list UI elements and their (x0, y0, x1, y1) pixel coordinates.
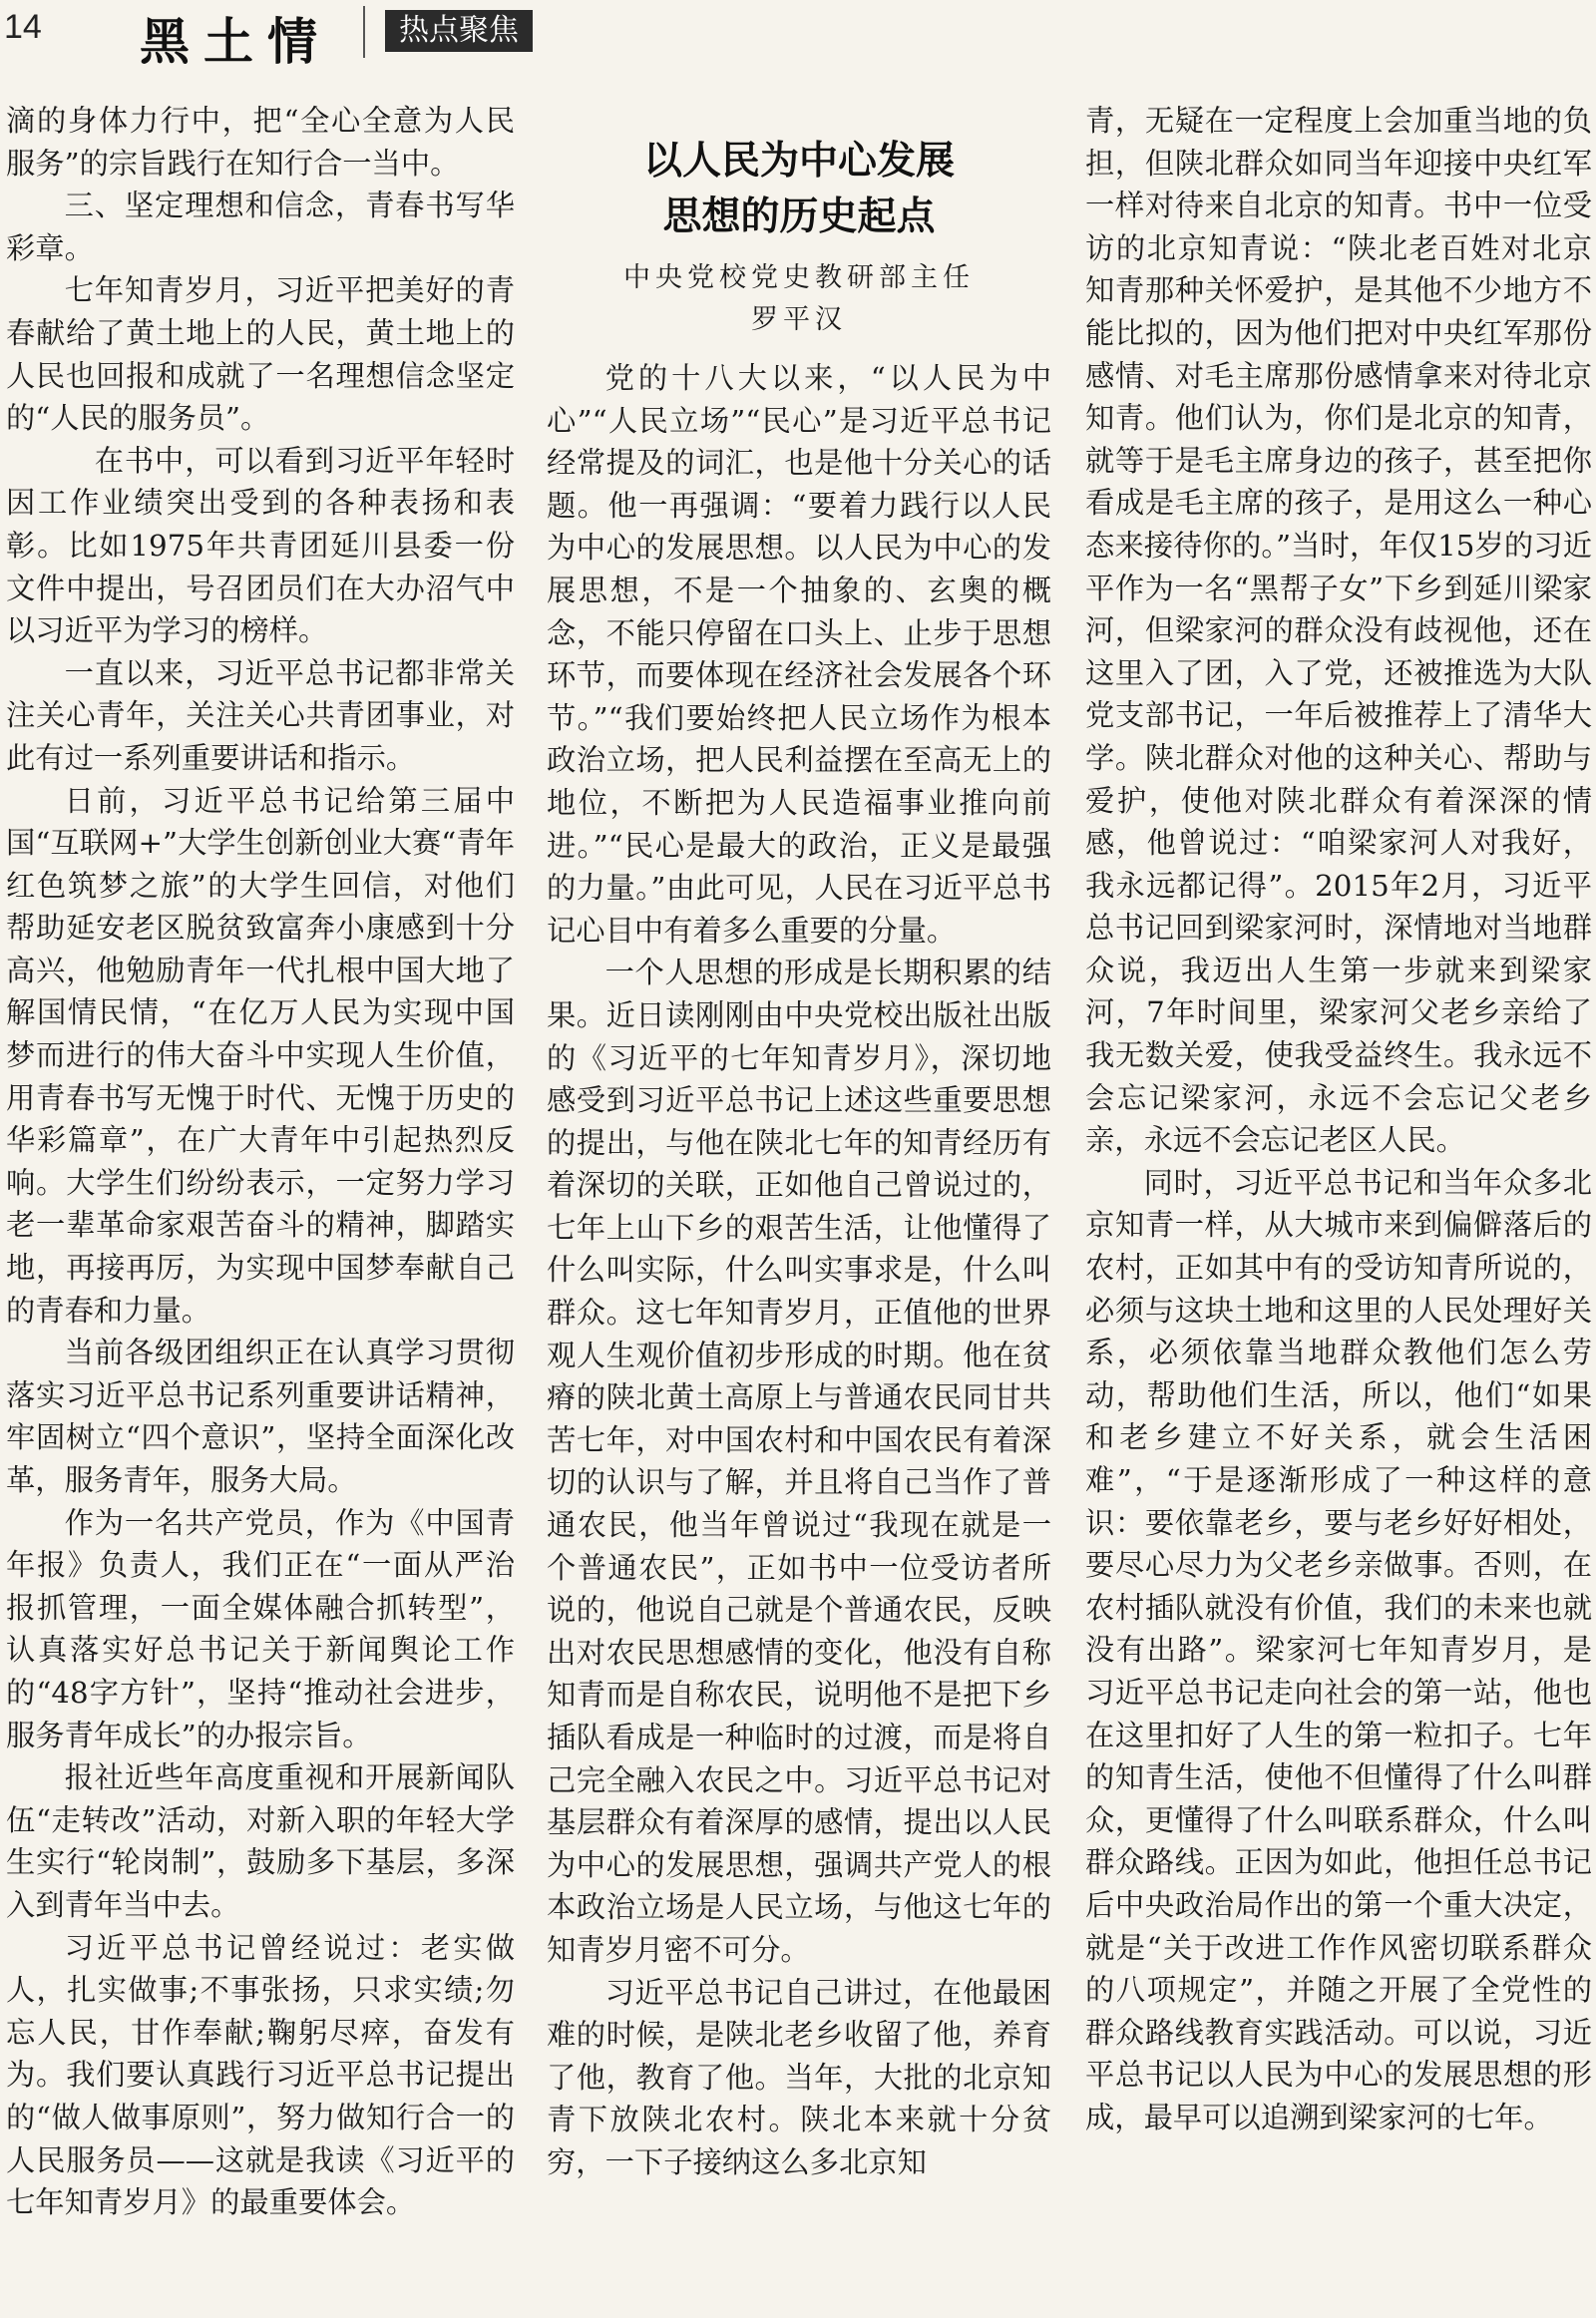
paragraph: 习近平总书记自己讲过，在他最困难的时候，是陕北老乡收留了他，养育了他，教育了他。当年，大批的北京知青下放陕北农村。陕北本来就十分贫穷，一下子接纳这么多北京知 (547, 1975, 1051, 2179)
article-column-left (6, 100, 515, 2294)
paragraph: 滴的身体力行中，把“全心全意为人民服务”的宗旨践行在知行合一当中。 (6, 104, 515, 181)
paragraph: 党的十八大以来，“以人民为中心”“人民立场”“民心”是习近平总书记经常提及的词汇，也是他十分关心的话题。他一再强调：“要着力践行以人民为中心的发展思想。以人民为中心的发展思想，不是一个抽象的、玄奥的概念，不能只停留在口头上、止步于思想环节，而要体现在经济社会发展各个环节。”“我们要始终把人民立场作为根本政治立场，把人民利益摆在至高无上的地位，不断把为人民造福事业推向前进。”“民心是最大的政治，正义是最强的力量。”由此可见，人民在习近平总书记心目中有着多么重要的分量。 (547, 361, 1051, 948)
paragraph: 青，无疑在一定程度上会加重当地的负担，但陕北群众如同当年迎接中央红军一样对待来自北京的知青。书中一位受访的北京知青说：“陕北老百姓对北京知青那种关怀爱护，是其他不少地方不能比拟的，因为他们把对中央红军那份感情、对毛主席那份感情拿来对待北京知青。他们认为，你们是北京的知青，就等于是毛主席身边的孩子，甚至把你看成是毛主席的孩子，是用这么一种心态来接待你的。”当时，年仅15岁的习近平作为一名“黑帮子女”下乡到延川梁家河，但梁家河的群众没有歧视他，还在这里入了团，入了党，还被推选为大队党支部书记，一年后被推荐上了清华大学。陕北群众对他的这种关心、帮助与爱护，使他对陕北群众有着深深的情感，他曾说过：“咱梁家河人对我好，我永远都记得”。2015年2月，习近平总书记回到梁家河时，深情地对当地群众说，我迈出人生第一步就来到梁家河，7年时间里，梁家河父老乡亲给了我无数关爱，使我受益终生。我永远不会忘记梁家河，永远不会忘记父老乡亲，永远不会忘记老区人民。 (1085, 104, 1592, 1158)
paragraph: 在书中，可以看到习近平年轻时因工作业绩突出受到的各种表扬和表彰。比如1975年共青团延川县委一份文件中提出，号召团员们在大办沼气中以习近平为学习的榜样。 (6, 443, 515, 648)
author-title: 中央党校党史教研部主任 (623, 262, 975, 293)
paragraph: 当前各级团组织正在认真学习贯彻落实习近平总书记系列重要讲话精神，牢固树立“四个意识”，坚持全面深化改革，服务青年，服务大局。 (6, 1336, 515, 1497)
paragraph: 日前，习近平总书记给第三届中国“互联网+”大学生创新创业大赛“青年红色筑梦之旅”的大学生回信，对他们帮助延安老区脱贫致富奔小康感到十分高兴，他勉励青年一代扎根中国大地了解国情民情，“在亿万人民为实现中国梦而进行的伟大奋斗中实现人生价值，用青春书写无愧于时代、无愧于历史的华彩篇章”，在广大青年中引起热烈反响。大学生们纷纷表示，一定努力学习老一辈革命家艰苦奋斗的精神，脚踏实地，再接再厉，为实现中国梦奉献自己的青春和力量。 (6, 783, 515, 1328)
article-column-middle (547, 124, 1051, 2318)
article-title-line: 以人民为中心发展 (642, 139, 955, 184)
paragraph: 同时，习近平总书记和当年众多北京知青一样，从大城市来到偏僻落后的农村，正如其中有的受访知青所说的，必须与这块土地和这里的人民处理好关系，必须依靠当地群众教他们怎么劳动，帮助他们生活，所以，他们“如果和老乡建立不好关系，就会生活困难”，“于是逐渐形成了一种这样的意识：要依靠老乡，要与老乡好好相处，要尽心尽力为父老乡亲做事。否则，在农村插队就没有价值，我们的未来也就没有出路”。梁家河七年知青岁月，是习近平总书记走向社会的第一站，他也在这里扣好了人生的第一粒扣子。七年的知青生活，使他不但懂得了什么叫群众，更懂得了什么叫联系群众，什么叫群众路线。正因为如此，他担任总书记后中央政治局作出的第一个重大决定，就是“关于改进工作作风密切联系群众的八项规定”，并随之开展了全党性的群众路线教育实践活动。可以说，习近平总书记以人民为中心的发展思想的形成，最早可以追溯到梁家河的七年。 (1085, 1165, 1592, 2134)
paragraph: 七年知青岁月，习近平把美好的青春献给了黄土地上的人民，黄土地上的人民也回报和成就了一名理想信念坚定的“人民的服务员”。 (6, 273, 515, 436)
header-divider (363, 6, 365, 58)
article-title (547, 134, 1051, 245)
article-title-line: 思想的历史起点 (662, 194, 936, 239)
author-name: 罗平汉 (751, 304, 847, 335)
article-column-right (1085, 100, 1592, 2294)
page-header (0, 0, 1596, 71)
section-heading: 三、坚定理想和信念，青春书写华彩章。 (6, 189, 515, 265)
section-badge: 热点聚焦 (385, 10, 533, 52)
page-number: 14 (4, 8, 42, 46)
paragraph: 报社近些年高度重视和开展新闻队伍“走转改”活动，对新入职的年轻大学生实行“轮岗制”，鼓励多下基层，多深入到青年当中去。 (6, 1760, 515, 1922)
paragraph: 作为一名共产党员，作为《中国青年报》负责人，我们正在“一面从严治报抓管理，一面全媒体融合抓转型”，认真落实好总书记关于新闻舆论工作的“48字方针”，坚持“推动社会进步，服务青年成长”的办报宗旨。 (6, 1505, 515, 1752)
paragraph: 习近平总书记曾经说过：老实做人，扎实做事;不事张扬，只求实绩;勿忘人民，甘作奉献;鞠躬尽瘁，奋发有为。我们要认真践行习近平总书记提出的“做人做事原则”，努力做知行合一的人民服务员——这就是我读《习近平的七年知青岁月》的最重要体会。 (6, 1930, 515, 2220)
masthead-title: 黑土情 (140, 12, 331, 71)
paragraph: 一直以来，习近平总书记都非常关注关心青年，关注关心共青团事业，对此有过一系列重要讲话和指示。 (6, 655, 515, 775)
paragraph: 一个人思想的形成是长期积累的结果。近日读刚刚由中央党校出版社出版的《习近平的七年知青岁月》，深切地感受到习近平总书记上述这些重要思想的提出，与他在陕北七年的知青经历有着深切的关联，正如他自己曾说过的，七年上山下乡的艰苦生活，让他懂得了什么叫实际，什么叫实事求是，什么叫群众。这七年知青岁月，正值他的世界观人生观价值初步形成的时期。他在贫瘠的陕北黄土高原上与普通农民同甘共苦七年，对中国农村和中国农民有着深切的认识与了解，并且将自己当作了普通农民，他当年曾说过“我现在就是一个普通农民”，正如书中一位受访者所说的，他说自己就是个普通农民，反映出对农民思想感情的变化，他没有自称知青而是自称农民，说明他不是把下乡插队看成是一种临时的过渡，而是将自己完全融入农民之中。习近平总书记对基层群众有着深厚的感情，提出以人民为中心的发展思想，强调共产党人的根本政治立场是人民立场，与他这七年的知青岁月密不可分。 (547, 956, 1051, 1967)
